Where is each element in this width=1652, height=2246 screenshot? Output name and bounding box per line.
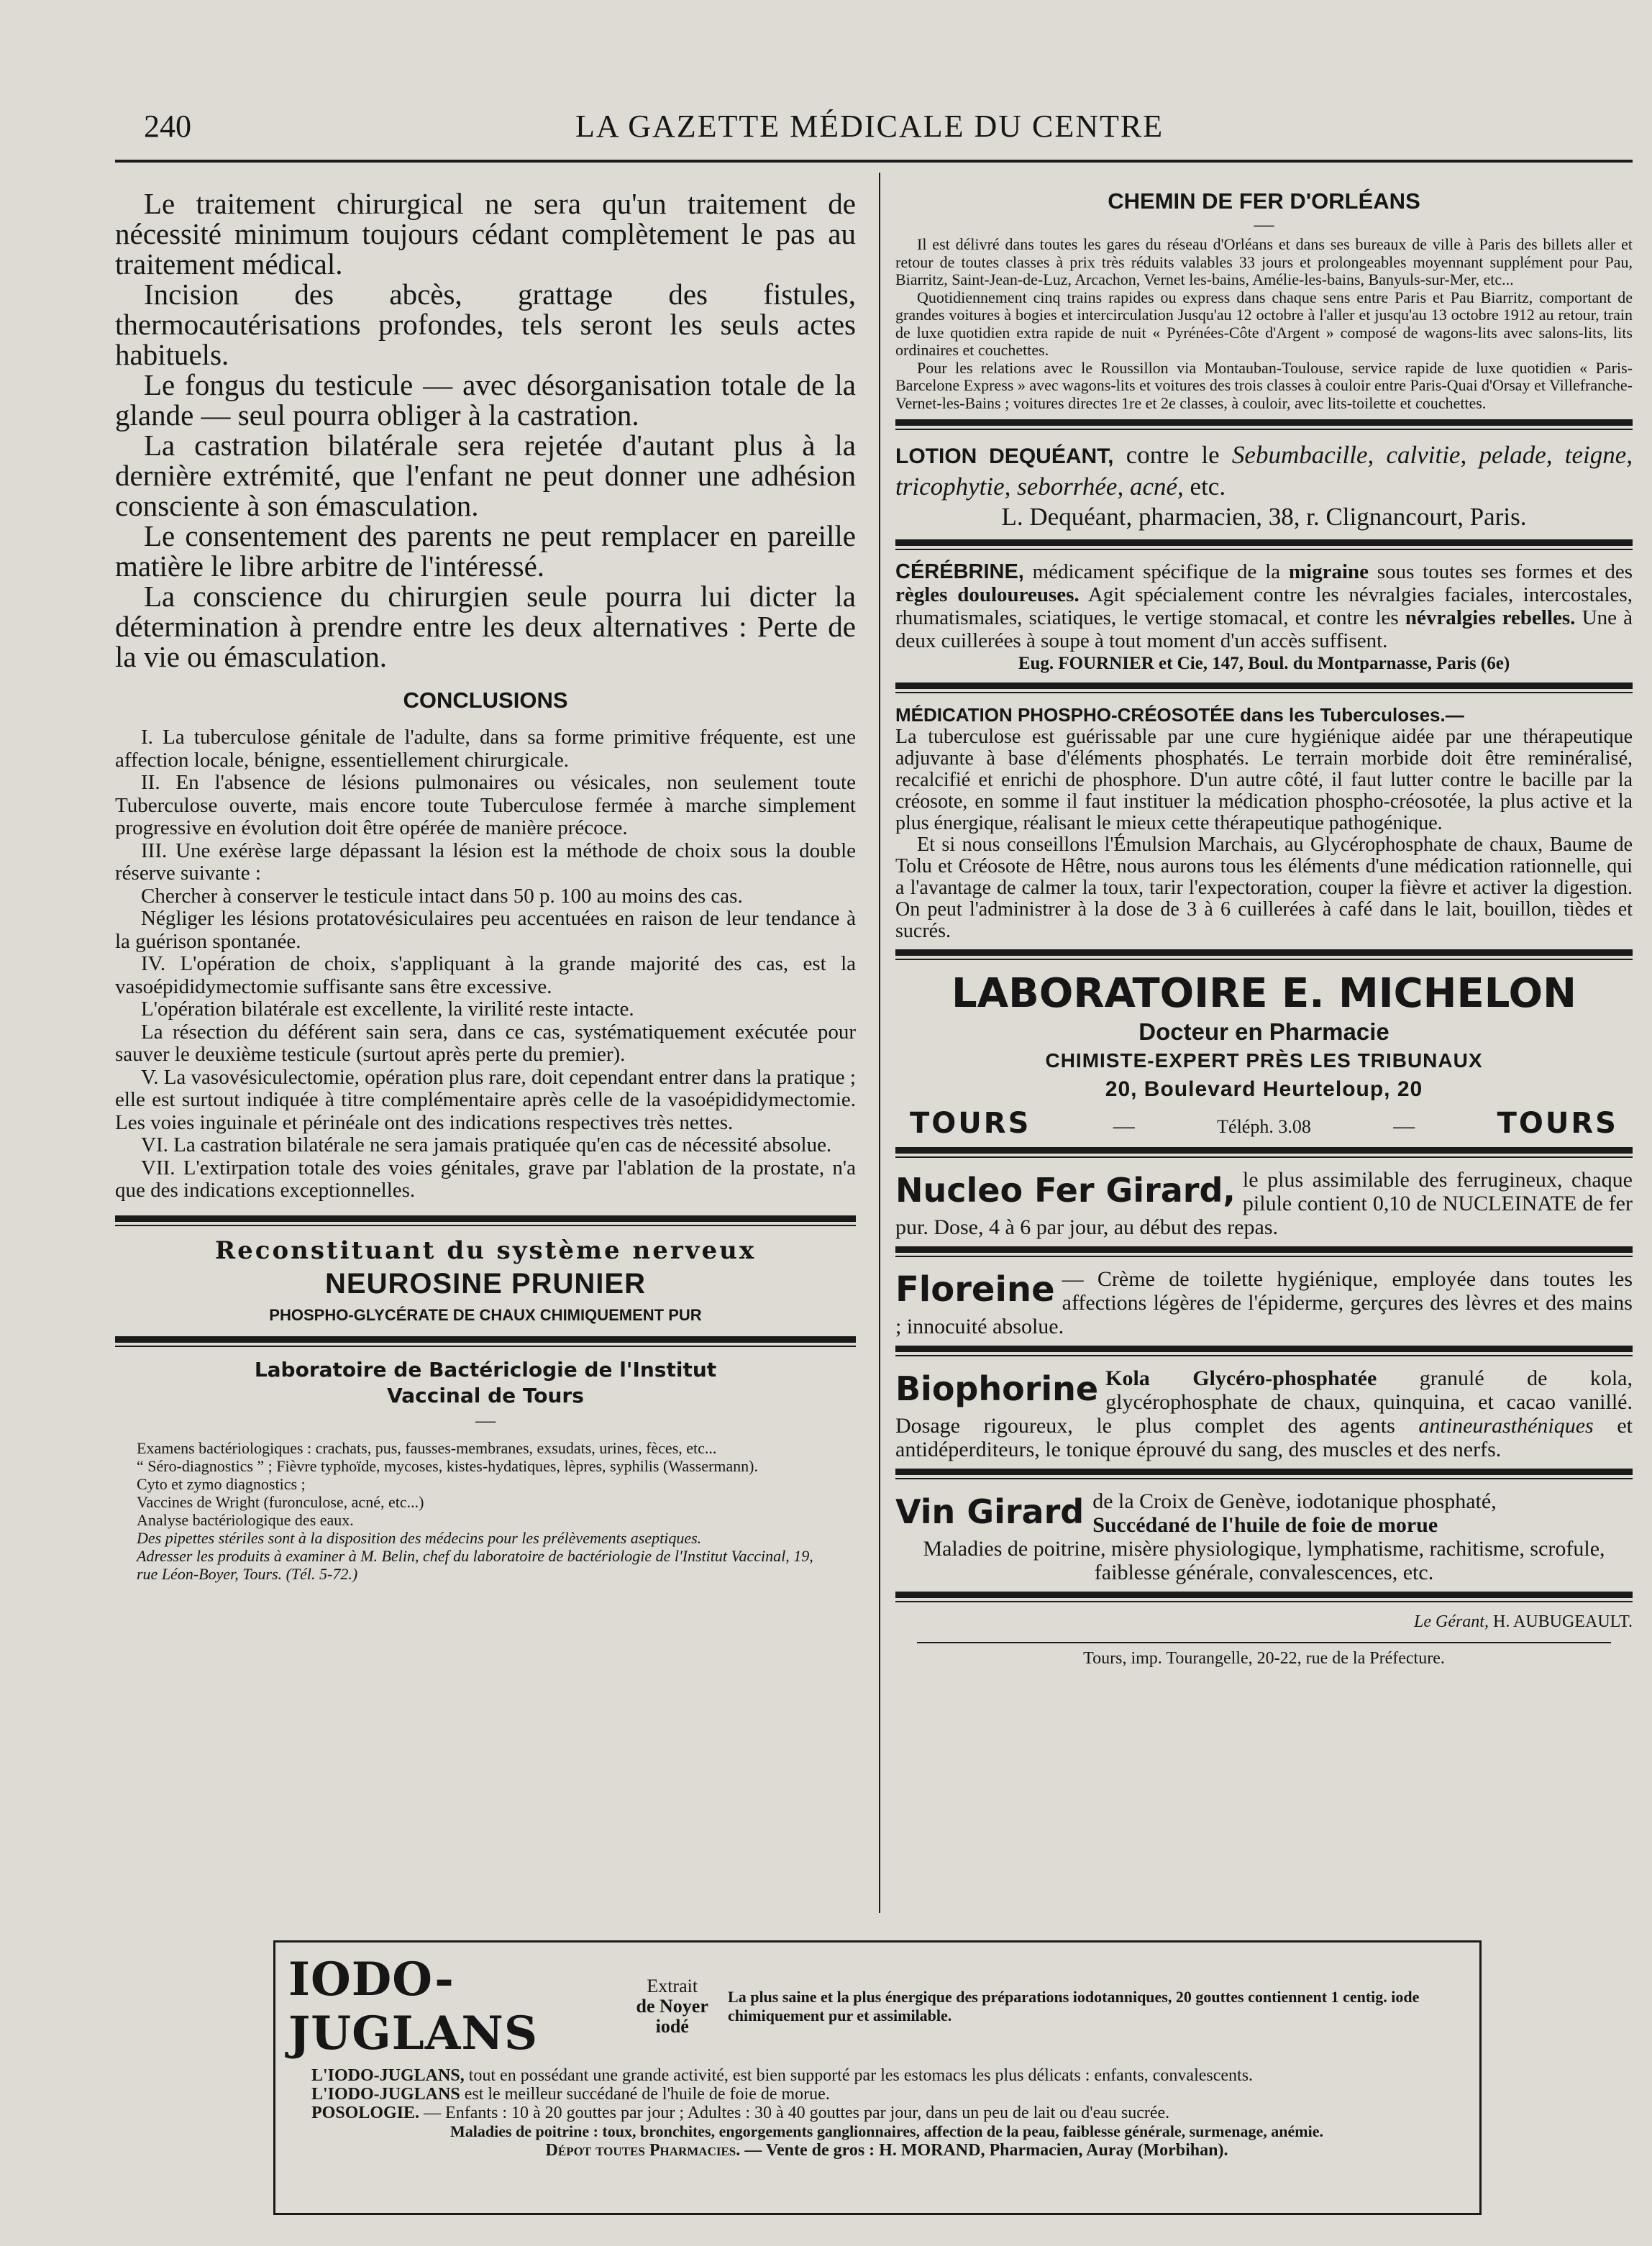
vin-brand: Vin Girard	[895, 1492, 1085, 1531]
nucleo-brand: Nucleo Fer Girard,	[895, 1171, 1236, 1210]
ad-separator	[895, 1592, 1633, 1598]
ad-separator-thin	[895, 1256, 1633, 1257]
conclusion-item: L'opération bilatérale est excellente, la virilité reste intacte.	[141, 998, 634, 1021]
conclusion-item: I. La tuberculose génitale de l'adulte, dans sa forme primitive fréquente, est une affection locale, bénigne, essentiellement chirurgicale.	[115, 726, 856, 772]
conclusion-item: Négliger les lésions protatovésiculaires peu accentuées en raison de leur tendance à la guérison spontanée.	[115, 907, 856, 953]
biophorine-ad	[895, 1366, 1633, 1461]
biophorine-text: et antidéperditeurs, le tonique éprouvé du sang, des muscles et des nerfs.	[895, 1414, 1633, 1461]
lotion-text-a: contre le	[1126, 441, 1220, 469]
gerant-label: Le Gérant,	[1413, 1612, 1489, 1631]
neurosine-name: NEUROSINE PRUNIER	[325, 1267, 646, 1300]
vin-text-bold: Succédané de l'huile de foie de morue	[1092, 1513, 1438, 1537]
ad-separator-thin	[895, 549, 1633, 550]
lab-service-item: Cyto et zymo diagnostics ;	[137, 1474, 306, 1493]
conclusions-heading: CONCLUSIONS	[403, 688, 568, 713]
iodo-brand-small: L'IODO-JUGLANS	[311, 2085, 460, 2104]
conclusion-item: IV. L'opération de choix, s'appliquant à la grande majorité des cas, est la vasoépididymectomie suffisante sans être excessive.	[115, 952, 856, 998]
michelon-ad	[895, 970, 1633, 1140]
michelon-city-line	[895, 1107, 1633, 1140]
iodo-line	[311, 2066, 1462, 2085]
lab-service-item: Examens bactériologiques : crachats, pus, fausses-membranes, exsudats, urines, fèces, etc...	[137, 1438, 717, 1457]
vin-text: de la Croix de Genève, iodotanique phosphaté,	[1092, 1489, 1497, 1513]
iodo-line-text: — Enfants : 10 à 20 gouttes par jour ; Adultes : 30 à 40 gouttes par jour, dans un peu de lait ou d'eau sucrée.	[424, 2104, 1170, 2122]
cerebrine-ad	[895, 560, 1633, 675]
medication-paragraph: La tuberculose est guérissable par une cure hygiénique aidée par une thérapeutique adjuvante à base d'éléments phosphatés. Le terrain morbide doit être reminéralisé, recalcifié et enrichi de phosphore. D'un autre côté, il faut lutter contre le bacille par la créosote, en somme il faut instituer la médication phospho-créosotée, la plus active et la plus énergique, réalisant le mieux cette thérapeutique pathogénique.	[895, 726, 1633, 834]
iodo-extrait: Extrait	[647, 1976, 698, 1996]
text-paragraph: Le traitement chirurgical ne sera qu'un traitement de nécessité minimum toujours cédant complètement le pas au traitement médical.	[115, 187, 856, 280]
orleans-title: CHEMIN DE FER D'ORLÉANS	[1108, 188, 1420, 214]
header-rule	[115, 160, 1633, 163]
ad-separator	[895, 539, 1633, 546]
lab-service-item: Analyse bactériologique des eaux.	[137, 1510, 354, 1529]
ad-separator-thin	[895, 692, 1633, 693]
iodo-line-text: est le meilleur succédané de l'huile de foie de morue.	[464, 2085, 830, 2104]
text-paragraph: La conscience du chirurgien seule pourra lui dicter la détermination à prendre entre les deux alternatives : Perte de la vie ou émasculation.	[115, 580, 856, 673]
michelon-dash: —	[1393, 1114, 1415, 1138]
iodo-side-text: La plus saine et la plus énergique des préparations iodotanniques, 20 gouttes contiennent 1 centig. iode chimiquement pur et assimilable.	[728, 1988, 1420, 2024]
orleans-dash: —	[1254, 214, 1274, 236]
cerebrine-brand: CÉRÉBRINE,	[895, 560, 1024, 583]
page-number: 240	[144, 109, 191, 144]
lab-title-line: Laboratoire de Bactériclogie de l'Institut	[254, 1357, 717, 1382]
gerant-name: H. AUBUGEAULT.	[1492, 1612, 1633, 1631]
floreine-ad	[895, 1267, 1633, 1338]
iodo-posologie: POSOLOGIE.	[311, 2104, 420, 2122]
michelon-teleph: Téléph. 3.08	[1217, 1116, 1311, 1137]
michelon-line: Docteur en Pharmacie	[1138, 1018, 1389, 1045]
ad-separator-thin	[895, 959, 1633, 960]
imprint: Tours, imp. Tourangelle, 20-22, rue de la Préfecture.	[1083, 1649, 1445, 1668]
michelon-dash: —	[1113, 1114, 1135, 1138]
biophorine-brand: Biophorine	[895, 1369, 1099, 1408]
ad-separator	[895, 419, 1633, 426]
vin-girard-ad	[895, 1489, 1633, 1584]
ad-separator	[115, 1215, 856, 1222]
nucleo-ad	[895, 1168, 1633, 1239]
imprint-rule	[917, 1642, 1611, 1643]
conclusion-item: II. En l'absence de lésions pulmonaires ou vésicales, non seulement toute Tuberculose ouverte, mais encore toute Tuberculose fermée à marche simplement progressive en évolution doit être opérée de manière précoce.	[115, 771, 856, 839]
ad-separator	[115, 1336, 856, 1343]
lab-service-item: Vaccines de Wright (furonculose, acné, etc...)	[137, 1492, 424, 1511]
lotion-address: L. Dequéant, pharmacien, 38, r. Clignancourt, Paris.	[1001, 503, 1527, 531]
ad-separator-thin	[895, 1601, 1633, 1602]
iodo-noyer: de Noyer iodé	[636, 1996, 708, 2037]
iodo-depot: Dépot toutes Pharmacies.	[545, 2141, 741, 2160]
ad-separator	[895, 1346, 1633, 1352]
lotion-dequeant-ad	[895, 440, 1633, 532]
cerebrine-regles: règles douloureuses.	[895, 583, 1080, 606]
lab-title	[115, 1357, 856, 1409]
cerebrine-text: sous toutes ses formes et des	[1377, 560, 1633, 583]
lab-title-line: Vaccinal de Tours	[387, 1383, 584, 1407]
biophorine-italic: antineurasthéniques	[1418, 1414, 1594, 1438]
biophorine-text: granulé de kola, glycérophosphate de chaux, quinquina, et cacao vanillé. Dosage rigoureux, le plus complet des agents	[895, 1366, 1633, 1438]
iodo-line	[311, 2104, 1462, 2122]
iodo-line-text: — Vente de gros : H. MORAND, Pharmacien, Auray (Morbihan).	[744, 2141, 1228, 2160]
conclusion-item: La résection du déférent sain sera, dans ce cas, systématiquement exécutée pour sauver le deuxième testicule (surtout après perte du premier).	[115, 1020, 856, 1066]
orleans-railway-notice	[895, 188, 1633, 412]
iodo-line	[311, 2141, 1462, 2160]
medication-paragraph: Et si nous conseillons l'Émulsion Marchais, au Glycérophosphate de chaux, Baume de Tolu et Créosote de Hêtre, nous aurons tous les éléments d'une médication rationnelle, qui a l'avantage de calmer la toux, tarir l'expectoration, couper la fièvre et activer la digestion. On peut l'administrer à la dose de 3 à 6 cuillerées à café dans le lait, bouillon, tièdes et sucrés.	[895, 834, 1633, 942]
text-paragraph: Le fongus du testicule — avec désorganisation totale de la glande — seul pourra obliger à la castration.	[115, 368, 856, 432]
lab-note: Adresser les produits à examiner à M. Belin, chef du laboratoire de bactériologie de l'Institut Vaccinal, 19, rue Léon-Boyer, Tours. (Tél. 5-72.)	[137, 1546, 813, 1583]
lab-service-item: “ Séro-diagnostics ” ; Fièvre typhoïde, mycoses, kistes-hydatiques, lèpres, syphilis (Wassermann).	[137, 1456, 758, 1475]
cerebrine-text: médicament spécifique de la	[1032, 560, 1281, 583]
cerebrine-nevralgies: névralgies rebelles.	[1405, 606, 1576, 629]
lotion-brand: LOTION DEQUÉANT,	[895, 444, 1114, 468]
medication-title: MÉDICATION PHOSPHO-CRÉOSOTÉE dans les Tuberculoses.—	[895, 704, 1464, 726]
ad-separator-thin	[895, 1355, 1633, 1356]
michelon-name: LABORATOIRE E. MICHELON	[952, 970, 1576, 1017]
iodo-line	[311, 2085, 1462, 2104]
column-divider	[879, 173, 880, 1913]
ad-separator-thin	[895, 429, 1633, 430]
neurosine-ad	[115, 1236, 856, 1325]
neurosine-tagline: Reconstituant du système nerveux	[214, 1236, 757, 1265]
cerebrine-migraine: migraine	[1288, 560, 1369, 583]
michelon-city: TOURS	[910, 1107, 1031, 1140]
ad-separator	[895, 1147, 1633, 1154]
vin-text: Maladies de poitrine, misère physiologique, lymphatisme, rachitisme, scrofule, faiblesse générale, convalescences, etc.	[923, 1537, 1605, 1584]
lab-dash: —	[475, 1409, 496, 1432]
gerant-line	[895, 1612, 1633, 1632]
bacteriology-lab-ad	[115, 1357, 856, 1583]
cerebrine-text: Une à deux cuillerées à soupe à tout moment d'un accès suffisent.	[895, 606, 1633, 652]
right-column	[895, 188, 1633, 1668]
michelon-line: 20, Boulevard Heurteloup, 20	[1105, 1077, 1423, 1101]
ad-separator	[895, 683, 1633, 689]
ad-separator	[895, 949, 1633, 956]
lab-services	[115, 1439, 856, 1583]
left-column	[115, 188, 856, 1583]
text-paragraph: Incision des abcès, grattage des fistules, thermocautérisations profondes, tels seront les seuls actes habituels.	[115, 278, 856, 371]
cerebrine-text: Agit spécialement contre les névralgies faciales, intercostales, rhumatismales, sciatiques, le vertige stomacal, et contre les	[895, 583, 1633, 629]
iodo-line: Maladies de poitrine : toux, bronchites, engorgements ganglionnaires, affection de la peau, faiblesse générale, surmenage, anémie.	[450, 2122, 1323, 2140]
medication-ad	[895, 703, 1633, 942]
orleans-paragraph: Quotidiennement cinq trains rapides ou express dans chaque sens entre Paris et Pau Biarritz, comportant de grandes voitures à bogies et intercirculation Jusqu'au 12 octobre à l'aller et jusqu'au 13 octobre 1912 au retour, train de luxe quotidien extra rapide de nuit « Pyrénées-Côte d'Argent » composé de wagons-lits avec salons-lits, lits ordinaires et couchettes.	[895, 288, 1633, 359]
iodo-brand-small: L'IODO-JUGLANS,	[311, 2066, 465, 2085]
lotion-conditions: Sebumbacille, calvitie, pelade, teigne, tricophytie, seborrhée, acné,	[895, 441, 1633, 501]
conclusion-item: Chercher à conserver le testicule intact dans 50 p. 100 au moins des cas.	[141, 884, 743, 908]
ad-separator-thin	[895, 1156, 1633, 1158]
ad-separator	[895, 1469, 1633, 1475]
running-title: LA GAZETTE MÉDICALE DU CENTRE	[575, 109, 1164, 144]
biophorine-kola: Kola Glycéro-phosphatée	[1105, 1366, 1377, 1390]
floreine-brand: Floreine	[895, 1269, 1055, 1310]
ad-separator-thin	[895, 1478, 1633, 1479]
iodo-juglans-ad	[273, 1940, 1482, 2215]
conclusion-item: III. Une exérèse large dépassant la lésion est la méthode de choix sous la double réserve suivante :	[115, 839, 856, 885]
neurosine-subtitle: PHOSPHO-GLYCÉRATE DE CHAUX CHIMIQUEMENT PUR	[269, 1305, 702, 1324]
iodo-extract	[628, 1976, 716, 2037]
lab-note: Des pipettes stériles sont à la disposition des médecins pour les prélèvements aseptiques.	[137, 1528, 702, 1547]
michelon-line: CHIMISTE-EXPERT PRÈS LES TRIBUNAUX	[1045, 1049, 1483, 1072]
conclusion-item: VI. La castration bilatérale ne sera jamais pratiquée qu'en cas de nécessité absolue.	[141, 1133, 832, 1156]
ad-separator-thin	[115, 1346, 856, 1347]
orleans-paragraph: Il est délivré dans toutes les gares du réseau d'Orléans et dans ses bureaux de ville à Paris des billets aller et retour de toutes classes à prix très réduits valables 33 jours et prolongeables moyennant supplément pour Pau, Biarritz, Saint-Jean-de-Luz, Arcachon, Vernet les-bains, Amélie-les-bains, Banyuls-sur-Mer, etc...	[895, 235, 1633, 288]
lotion-text	[895, 440, 1633, 502]
text-paragraph: Le consentement des parents ne peut remplacer en pareille matière le libre arbitre de l'intéressé.	[115, 519, 856, 583]
lotion-text-c: etc.	[1190, 473, 1226, 501]
conclusion-item: VII. L'extirpation totale des voies génitales, grave par l'ablation de la prostate, n'a que des indications exceptionnelles.	[115, 1156, 856, 1202]
cerebrine-address: Eug. FOURNIER et Cie, 147, Boul. du Montparnasse, Paris (6e)	[1018, 654, 1510, 673]
conclusion-item: V. La vasovésiculectomie, opération plus rare, doit cependant entrer dans la pratique ; elle est surtout indiquée à titre complémentaire après celle de la vasoépididymectomie. Les voies inguinale et périnéale ont des indications respectives très nettes.	[115, 1065, 856, 1134]
orleans-paragraph: Pour les relations avec le Roussillon via Montauban-Toulouse, service rapide de luxe quotidien « Paris-Barcelone Express » avec wagons-lits et voitures des trois classes à couloir entre Paris-Quai d'Orsay et Villefranche-Vernet-les-Bains ; voitures directes 1re et 2e classes, à couloir, avec lits-toilette et couchettes.	[895, 358, 1633, 412]
iodo-brand: IODO-JUGLANS	[288, 1953, 539, 2060]
iodo-line-text: tout en possédant une grande activité, est bien supporté par les estomacs les plus délicats : enfants, convalescents.	[468, 2066, 1254, 2085]
michelon-city: TOURS	[1497, 1107, 1618, 1140]
floreine-text: — Crème de toilette hygiénique, employée dans toutes les affections légères de l'épiderme, gerçures des lèvres et des mains ; innocuité absolue.	[895, 1267, 1633, 1338]
nucleo-text: le plus assimilable des ferrugineux, chaque pilule contient 0,10 de NUCLEINATE de fer pur. Dose, 4 à 6 par jour, au début des repas.	[895, 1168, 1633, 1239]
iodo-body	[275, 2060, 1479, 2160]
text-paragraph: La castration bilatérale sera rejetée d'autant plus à la dernière extrémité, que l'enfant ne peut donner une adhésion consciente à son émasculation.	[115, 429, 856, 522]
iodo-top	[275, 1943, 1479, 2060]
ad-separator	[895, 1246, 1633, 1253]
ad-separator-thin	[115, 1225, 856, 1226]
